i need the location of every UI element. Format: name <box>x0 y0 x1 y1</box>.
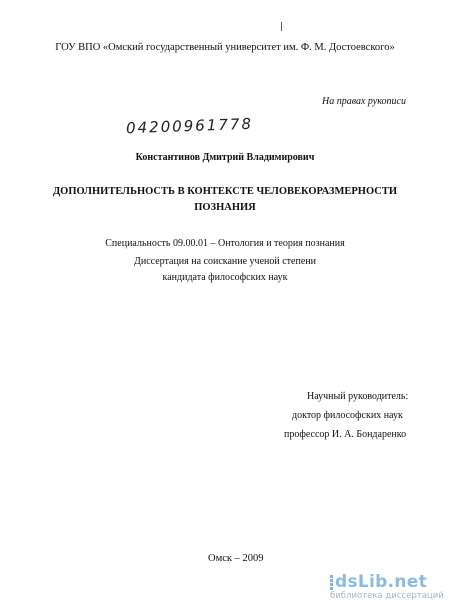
watermark-subtitle: библиотека диссертаций <box>330 591 444 601</box>
scan-mark <box>281 22 282 31</box>
dissertation-degree-line2: кандидата философских наук <box>162 272 288 283</box>
inventory-number: 04200961778 <box>125 114 254 138</box>
dissertation-degree-line1: Диссертация на соискание ученой степени <box>134 256 316 267</box>
city-year: Омск – 2009 <box>208 553 264 564</box>
supervisor-name: профессор И. А. Бондаренко <box>284 429 407 440</box>
dissertation-title-line2: ПОЗНАНИЯ <box>194 202 256 213</box>
supervisor-degree: доктор философских наук <box>292 410 403 421</box>
university-name: ГОУ ВПО «Омский государственный университет им. Ф. М. Достоевского» <box>55 42 395 53</box>
author-name: Константинов Дмитрий Владимирович <box>135 152 315 163</box>
rights-note: На правах рукописи <box>322 96 406 107</box>
watermark-logo-icon <box>330 575 333 590</box>
specialty: Специальность 09.00.01 – Онтология и теория познания <box>105 238 345 249</box>
supervisor-label: Научный руководитель: <box>307 391 409 402</box>
dissertation-title-line1: ДОПОЛНИТЕЛЬНОСТЬ В КОНТЕКСТЕ ЧЕЛОВЕКОРАЗМЕРНОСТИ <box>52 186 398 197</box>
watermark-name: dsLib.net <box>335 572 428 592</box>
watermark <box>330 572 446 601</box>
